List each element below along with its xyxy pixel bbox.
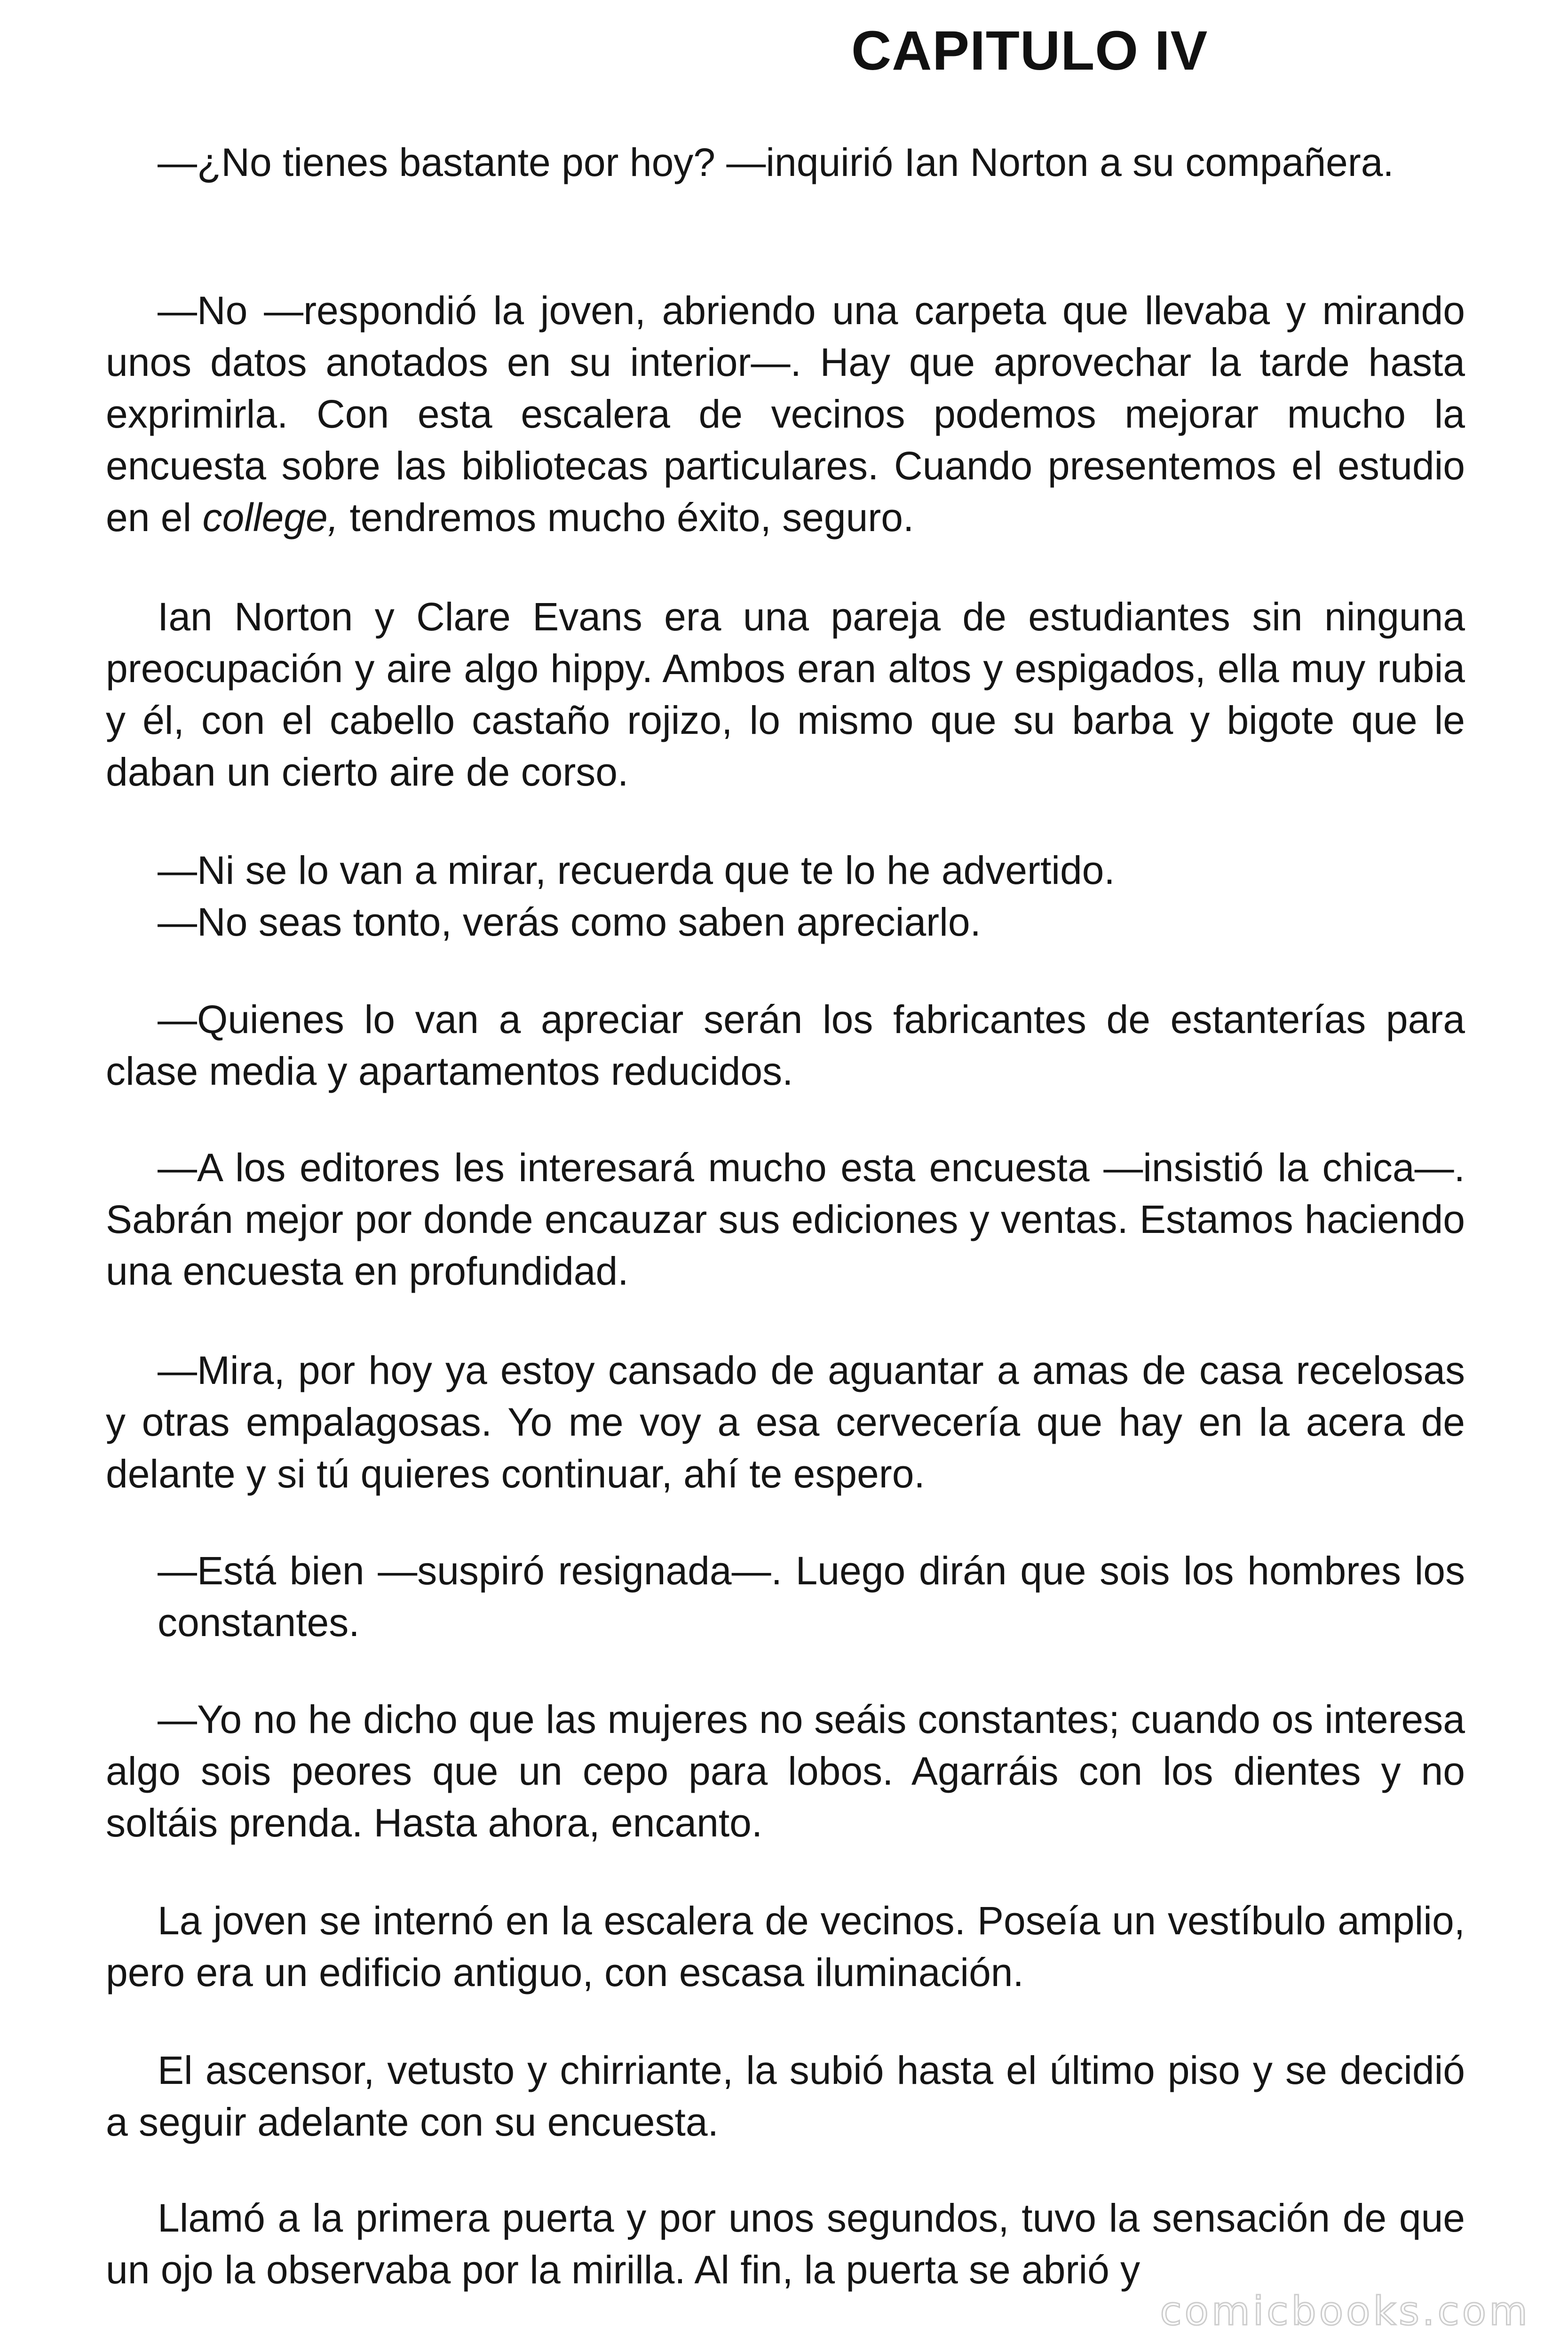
chapter-title: CAPITULO IV <box>851 20 1208 82</box>
paragraph-block <box>106 1344 1465 1500</box>
paragraph: —Está bien —suspiró resignada—. Luego dirán que sois los hombres los constantes. <box>158 1549 1465 1645</box>
paragraph-block <box>106 136 1465 188</box>
paragraph-block <box>106 591 1465 798</box>
paragraph-block <box>106 1545 1465 1648</box>
paragraph: Llamó a la primera puerta y por unos segundos, tuvo la sensación de que un ojo la observaba por la mirilla. Al fin, la puerta se abrió y <box>106 2196 1465 2292</box>
paragraph: —Yo no he dicho que las mujeres no seáis constantes; cuando os interesa algo sois peores que un cepo para lobos. Agarráis con los dientes y no soltáis prenda. Hasta ahora, encanto. <box>106 1697 1465 1845</box>
paragraph-text: tendremos mucho éxito, seguro. <box>339 495 914 540</box>
paragraph: —¿No tienes bastante por hoy? —inquirió Ian Norton a su compañera. <box>158 140 1394 184</box>
paragraph: —No seas tonto, verás como saben apreciarlo. <box>158 900 981 944</box>
paragraph <box>106 285 1465 543</box>
paragraph: El ascensor, vetusto y chirriante, la subió hasta el último piso y se decidió a seguir adelante con su encuesta. <box>106 2048 1465 2144</box>
site-watermark: comicbooks.com <box>1160 2288 1530 2334</box>
paragraph-block <box>106 285 1465 543</box>
paragraph: —Ni se lo van a mirar, recuerda que te lo he advertido. <box>158 848 1115 892</box>
paragraph-block <box>106 1895 1465 1998</box>
paragraph-block <box>106 1142 1465 1297</box>
paragraph-block <box>106 2192 1465 2296</box>
paragraph-block <box>106 1693 1465 1849</box>
paragraph-italic: college, <box>202 495 339 540</box>
paragraph: —A los editores les interesará mucho esta encuesta —insistió la chica—. Sabrán mejor por donde encauzar sus ediciones y ventas. Estamos haciendo una encuesta en profundidad. <box>106 1145 1465 1293</box>
paragraph: —Mira, por hoy ya estoy cansado de aguantar a amas de casa recelosas y otras empalagosas. Yo me voy a esa cervecería que hay en la acera de delante y si tú quieres continuar, ahí te espero. <box>106 1348 1465 1496</box>
paragraph-block <box>106 2044 1465 2148</box>
paragraph-block <box>106 844 1465 948</box>
paragraph-text: —No —respondió la joven, abriendo una carpeta que llevaba y mirando unos datos anotados en su interior—. Hay que aprovechar la tarde hasta exprimirla. Con esta escalera de vecinos podemos mejorar mucho la encuesta sobre las bibliotecas particulares. Cuando presentemos el estudio en el <box>106 288 1465 540</box>
paragraph: —Quienes lo van a apreciar serán los fabricantes de estanterías para clase media y apartamentos reducidos. <box>106 997 1465 1093</box>
paragraph: Ian Norton y Clare Evans era una pareja de estudiantes sin ninguna preocupación y aire algo hippy. Ambos eran altos y espigados, ella muy rubia y él, con el cabello castaño rojizo, lo mismo que su barba y bigote que le daban un cierto aire de corso. <box>106 595 1465 794</box>
paragraph: La joven se internó en la escalera de vecinos. Poseía un vestíbulo amplio, pero era un edificio antiguo, con escasa iluminación. <box>106 1899 1465 1994</box>
paragraph-block <box>106 993 1465 1097</box>
